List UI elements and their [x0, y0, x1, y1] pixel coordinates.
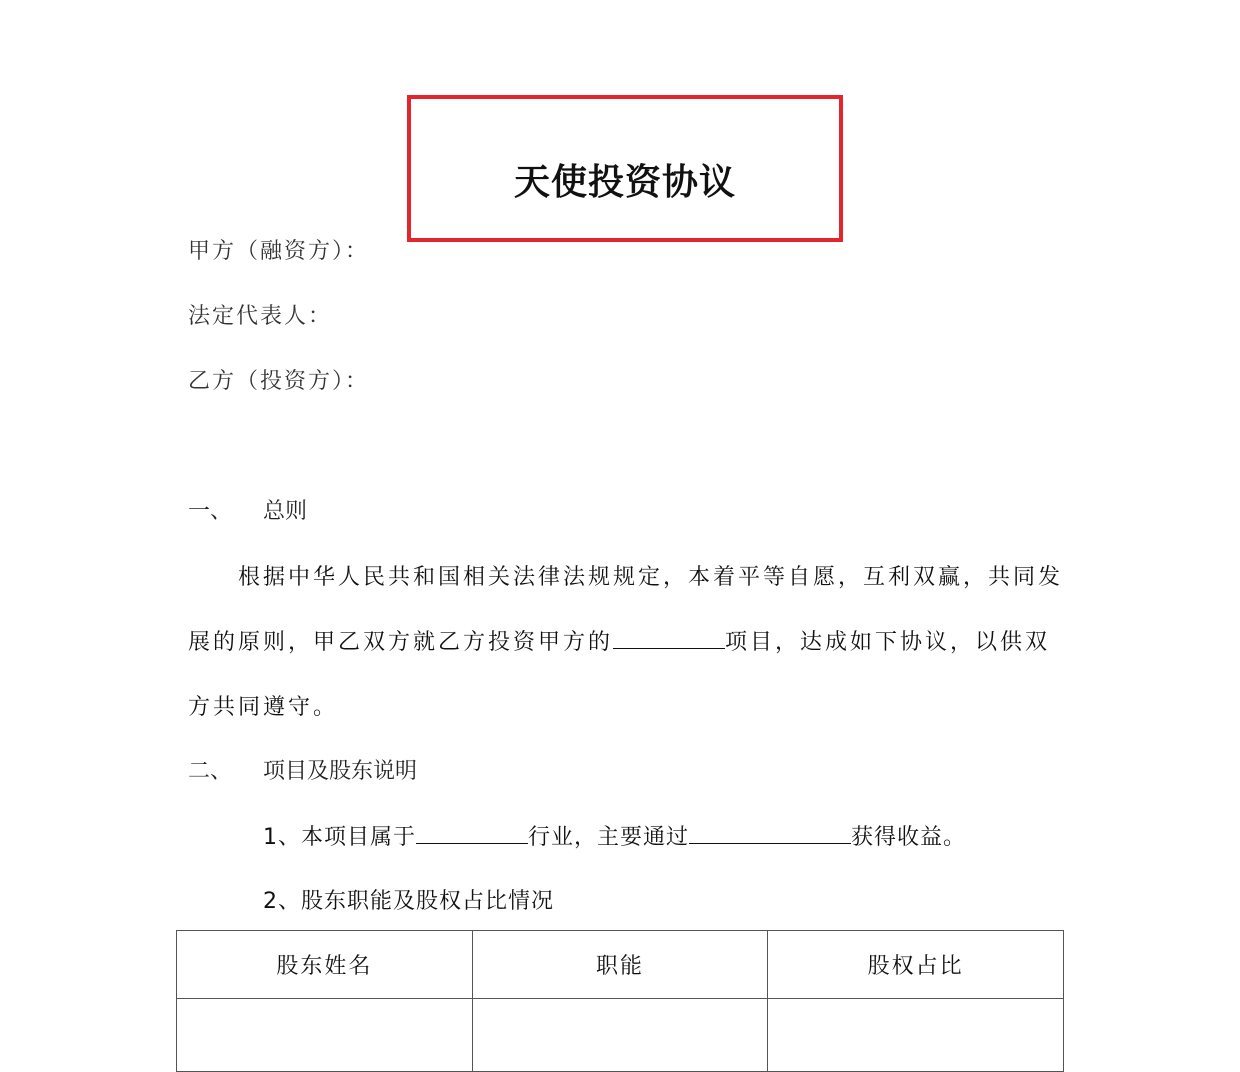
column-header-function: 职能: [472, 931, 768, 999]
section-1-paragraph-line-1: 根据中华人民共和国相关法律法规规定，本着平等自愿，互利双赢，共同发: [238, 565, 1064, 590]
table-header-row: [177, 931, 1064, 999]
section-1-paragraph-line-2: [188, 625, 1050, 656]
section-2-number: 二、: [188, 759, 233, 784]
item-text: 1、本项目属于: [263, 825, 416, 850]
section-2-heading: [188, 754, 417, 785]
section-1-number: 一、: [188, 499, 233, 524]
document-title: 天使投资协议: [513, 162, 736, 203]
column-header-equity-ratio: 股权占比: [768, 931, 1064, 999]
section-1-title: 总则: [263, 499, 308, 524]
table-cell[interactable]: [768, 999, 1064, 1072]
section-2-item-1: [263, 820, 966, 851]
industry-blank[interactable]: [416, 825, 528, 844]
revenue-source-blank[interactable]: [689, 825, 851, 844]
paragraph-text: 项目，达成如下协议，以供双: [725, 630, 1051, 655]
section-2-item-2: 2、股东职能及股权占比情况: [263, 889, 554, 914]
table-row: [177, 999, 1064, 1072]
party-a-label: 甲方（融资方）：: [188, 239, 370, 264]
table-cell[interactable]: [177, 999, 473, 1072]
paragraph-text: 展的原则，甲乙双方就乙方投资甲方的: [188, 630, 614, 655]
shareholder-table: [176, 930, 1064, 1072]
legal-representative-label: 法定代表人：: [188, 304, 333, 329]
column-header-shareholder-name: 股东姓名: [177, 931, 473, 999]
item-text: 行业，主要通过: [528, 825, 690, 850]
table-cell[interactable]: [472, 999, 768, 1072]
project-name-blank[interactable]: [613, 630, 725, 649]
section-1-heading: [188, 494, 307, 525]
title-highlight-box: [407, 95, 843, 242]
item-text: 获得收益。: [851, 825, 967, 850]
section-2-title: 项目及股东说明: [263, 759, 418, 784]
section-1-paragraph-line-3: 方共同遵守。: [188, 695, 339, 720]
party-b-label: 乙方（投资方）：: [188, 369, 370, 394]
